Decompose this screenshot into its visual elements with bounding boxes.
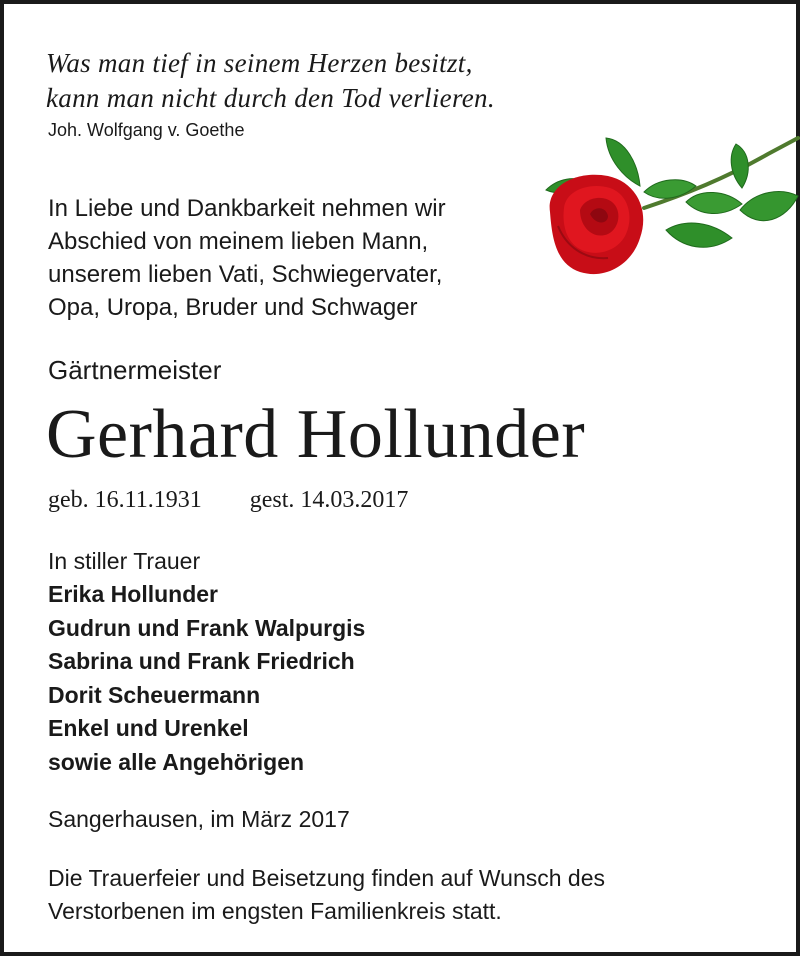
note-line-2: Verstorbenen im engsten Familienkreis statt. <box>48 898 502 924</box>
funeral-note <box>48 862 605 928</box>
mourner-name: Dorit Scheuermann <box>48 681 261 708</box>
mourner-name: sowie alle Angehörigen <box>48 748 305 775</box>
death-date: gest. 14.03.2017 <box>249 487 409 513</box>
intro-text <box>48 192 446 324</box>
birth-date: geb. 16.11.1931 <box>48 487 202 513</box>
quote-author: Joh. Wolfgang v. Goethe <box>48 120 245 140</box>
deceased-title: Gärtnermeister <box>48 355 222 385</box>
mourner-name: Gudrun und Frank Walpurgis <box>48 614 366 641</box>
goethe-quote <box>46 46 495 116</box>
place-date: Sangerhausen, im März 2017 <box>48 806 350 832</box>
intro-line-4: Opa, Uropa, Bruder und Schwager <box>48 294 418 321</box>
intro-line-3: unserem lieben Vati, Schwiegervater, <box>48 261 443 288</box>
mourners-list <box>48 578 365 779</box>
red-rose-icon <box>536 130 800 286</box>
note-line-1: Die Trauerfeier und Beisetzung finden auf Wunsch des <box>48 865 606 891</box>
mourner-name: Erika Hollunder <box>48 581 218 607</box>
life-dates <box>48 484 408 516</box>
mourning-label: In stiller Trauer <box>48 548 201 574</box>
quote-line-1: Was man tief in seinem Herzen besitzt, <box>46 48 473 78</box>
mourner-name: Enkel und Urenkel <box>48 715 249 741</box>
quote-line-2: kann man nicht durch den Tod verlieren. <box>46 83 495 113</box>
mourner-name: Sabrina und Frank Friedrich <box>48 648 355 674</box>
intro-line-1: In Liebe und Dankbarkeit nehmen wir <box>48 195 446 222</box>
intro-line-2: Abschied von meinem lieben Mann, <box>48 228 429 255</box>
deceased-name: Gerhard Hollunder <box>46 396 586 473</box>
